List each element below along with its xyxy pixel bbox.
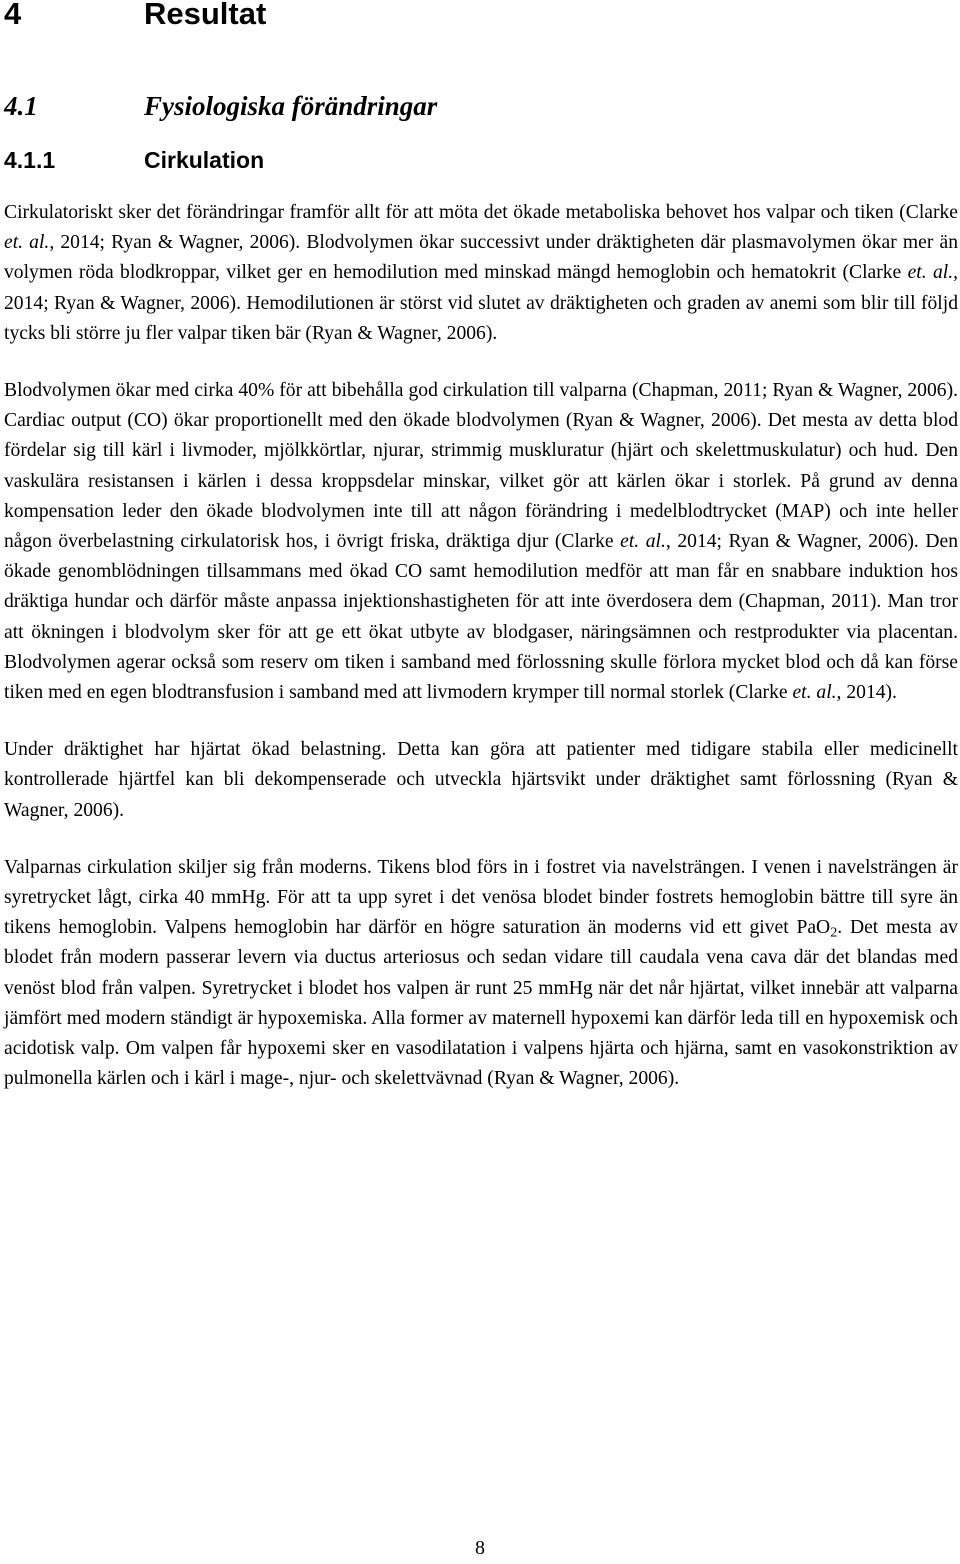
page-number: 8 — [475, 1537, 485, 1559]
paragraph: Under dräktighet har hjärtat ökad belastning. Detta kan göra att patienter med tidigare stabila eller medicinellt kontrollerade hjärtfel kan bli dekompenserade och utveckla hjärtsvikt under dräktighet samt förlossning (Ryan & Wagner, 2006). — [4, 739, 958, 821]
chapter-number: 4 — [4, 0, 22, 31]
chapter-title: Resultat — [144, 0, 267, 31]
body-text — [4, 198, 958, 1121]
paragraph: Cirkulatoriskt sker det förändringar framför allt för att möta det ökade metaboliska behovet hos valpar och tiken (Clarke et. al., 2014; Ryan & Wagner, 2006). Blodvolymen ökar successivt under dräktigheten där plasmavolymen ökar mer än volymen röda blodkroppar, vilket ger en hemodilution med minskad mängd hemoglobin och hematokrit (Clarke et. al., 2014; Ryan & Wagner, 2006). Hemodilutionen är störst vid slutet av dräktigheten och graden av anemi som blir till följd tycks bli större ju fler valpar tiken bär (Ryan & Wagner, 2006). — [4, 202, 958, 344]
subsection-heading — [4, 144, 264, 176]
subsection-number: 4.1.1 — [4, 147, 56, 173]
subsection-title: Cirkulation — [144, 147, 265, 173]
chapter-heading — [4, 0, 266, 34]
section-title: Fysiologiska förändringar — [144, 91, 438, 121]
paragraph: Blodvolymen ökar med cirka 40% för att bibehålla god cirkulation till valparna (Chapman, 2011; Ryan & Wagner, 2006). Cardiac output (CO) ökar proportionellt med den ökade blodvolymen (Ryan & Wagner, 2006). Det mesta av detta blod fördelar sig till kärl i livmoder, mjölkkörtlar, njurar, strimmig muskluratur (hjärt och skelettmuskulatur) och hud. Den vaskulära resistansen i kärlen i dessa kroppsdelar minskar, vilket gör att kärlen ökar i storlek. På grund av denna kompensation leder den ökade blodvolymen inte till att någon förändring i medelblodtrycket (MAP) och inte heller någon överbelastning cirkulatorisk hos, i övrigt friska, dräktiga djur (Clarke et. al., 2014; Ryan & Wagner, 2006). Den ökade genomblödningen tillsammans med ökad CO samt hemodilution medför att man får en snabbare induktion hos dräktiga hundar och därför måste anpassa injektionshastigheten för att inte överdosera dem (Chapman, 2011). Man tror att ökningen i blodvolym sker för att ge ett ökat utbyte av blodgaser, näringsämnen och restprodukter via placentan. Blodvolymen agerar också som reserv om tiken i samband med förlossning skulle förlora mycket blod och då kan förse tiken med en egen blodtransfusion i samband med att livmodern krymper till normal storlek (Clarke et. al., 2014). — [4, 380, 959, 704]
section-heading — [4, 88, 437, 124]
paragraph: Valparnas cirkulation skiljer sig från moderns. Tikens blod förs in i fostret via navelsträngen. I venen i navelsträngen är syretrycket lågt, cirka 40 mmHg. För att ta upp syret i det venösa blodet binder fostrets hemoglobin bättre till syre än tikens hemoglobin. Valpens hemoglobin har därför en högre saturation än moderns vid ett givet PaO$_2$. Det mesta av blodet från modern passerar levern via ductus arteriosus och sedan vidare till caudala vena cava där det blandas med venöst blod från valpen. Syretrycket i blodet hos valpen är runt 25 mmHg när det når hjärtat, vilket innebär att valparna jämfört med modern ständigt är hypoxemiska. Alla former av maternell hypoxemi kan därför leda till en hypoxemisk och acidotisk valp. Om valpen får hypoxemi sker en vasodilatation i valpens hjärta och hjärna, samt en vasokonstriktion av pulmonella kärlen och i kärl i mage-, njur- och skelettvävnad (Ryan & Wagner, 2006). — [4, 856, 958, 1090]
section-number: 4.1 — [4, 91, 38, 121]
